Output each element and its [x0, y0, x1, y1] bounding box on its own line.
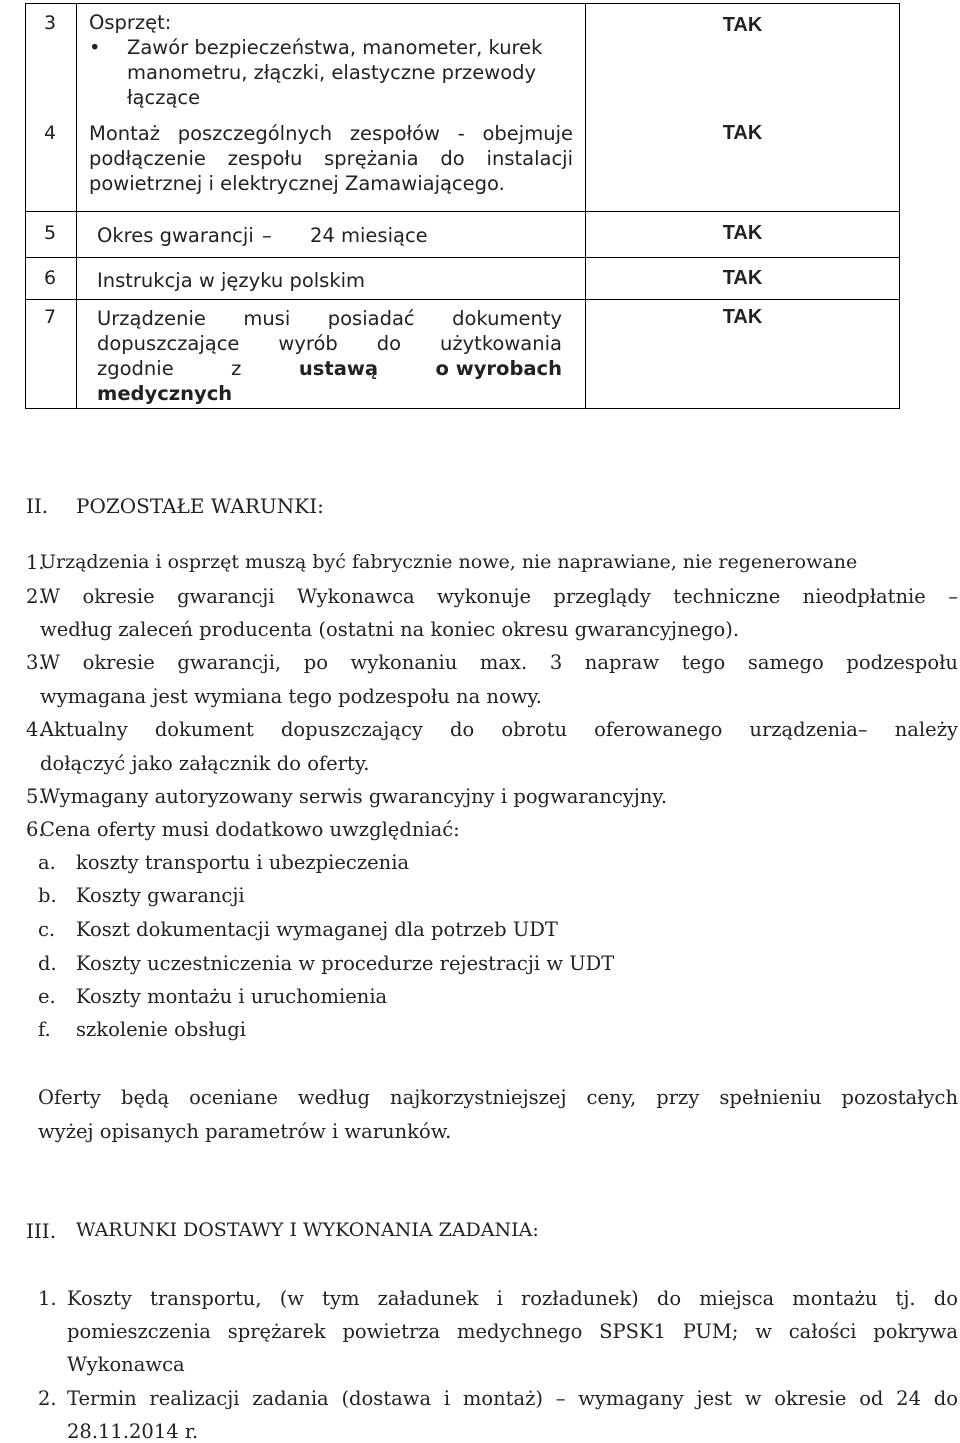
- list-line: Termin realizacji zadania (dostawa i montaż) – wymagany jest w okresie od 24 do: [67, 1387, 958, 1410]
- row-description-cell: [77, 258, 586, 300]
- sublist-letter: f.: [38, 1018, 51, 1041]
- requirements-table: [25, 3, 900, 409]
- sublist-letter: a.: [38, 851, 56, 874]
- bullet-line: manometru, złączki, elastyczne przewody: [127, 61, 537, 84]
- row-line: Montaż poszczególnych zespołów - obejmuje: [89, 122, 573, 145]
- list-line: wymagana jest wymiana tego podzespołu na nowy.: [40, 685, 543, 708]
- sublist-text: Koszt dokumentacji wymaganej dla potrzeb UDT: [76, 918, 558, 941]
- list-line: Wykonawca: [67, 1353, 185, 1376]
- row-line: [97, 331, 562, 356]
- value-tak: TAK: [722, 222, 763, 244]
- list-line: dołączyć jako załącznik do oferty.: [40, 752, 370, 775]
- word: musi: [243, 307, 291, 330]
- row-description-cell: [77, 212, 586, 258]
- word: dopuszczające: [97, 332, 240, 355]
- list-number: 6.: [26, 818, 45, 841]
- row-number: 3: [44, 12, 57, 34]
- list-line: Urządzenia i osprzęt muszą być fabrycznie nowe, nie naprawiane, nie regenerowane: [40, 551, 858, 573]
- word: zgodnie: [97, 357, 174, 380]
- closing-line: Oferty będą oceniane według najkorzystniejszej ceny, przy spełnieniu pozostałych: [38, 1086, 958, 1109]
- row-number-cell: [26, 258, 77, 300]
- list-line: 28.11.2014 r.: [67, 1420, 199, 1443]
- value-tak: TAK: [722, 306, 763, 328]
- word: posiadać: [327, 307, 415, 330]
- sublist-text: Koszty gwarancji: [76, 884, 245, 907]
- list-line: pomieszczenia sprężarek powietrza medychnego SPSK1 PUM; w całości pokrywa: [67, 1320, 958, 1343]
- table-row: [26, 258, 900, 300]
- row-value-cell: [586, 300, 900, 409]
- table-row: [26, 212, 900, 258]
- row-description-cell: [77, 300, 586, 409]
- word: dokumenty: [452, 307, 562, 330]
- section-number: II.: [26, 494, 49, 518]
- list-line: Wymagany autoryzowany serwis gwarancyjny i pogwarancyjny.: [40, 785, 668, 808]
- row-number: 7: [44, 306, 57, 328]
- row-number-cell: [26, 4, 77, 212]
- word-bold: o wyrobach: [435, 357, 562, 380]
- word: do: [376, 332, 402, 355]
- row-line-bold: medycznych: [97, 382, 233, 405]
- bullet-dot: •: [89, 36, 101, 59]
- list-line: według zaleceń producenta (ostatni na koniec okresu gwarancyjnego).: [40, 618, 740, 641]
- list-line: W okresie gwarancji, po wykonaniu max. 3 napraw tego samego podzespołu: [40, 651, 958, 674]
- row-line: powietrznej i elektrycznej Zamawiającego.: [89, 172, 505, 195]
- row-number-cell: [26, 212, 77, 258]
- word: Urządzenie: [97, 307, 206, 330]
- row-title: Osprzęt:: [89, 11, 172, 34]
- row-line: [97, 356, 562, 381]
- list-number: 5.: [26, 785, 45, 808]
- section-title: WARUNKI DOSTAWY I WYKONANIA ZADANIA:: [76, 1219, 539, 1241]
- list-line: Cena oferty musi dodatkowo uwzględniać:: [40, 818, 460, 841]
- list-line: Aktualny dokument dopuszczający do obrotu oferowanego urządzenia– należy: [40, 718, 958, 741]
- list-number: 4.: [26, 718, 45, 741]
- row-line: [97, 306, 562, 331]
- sublist-letter: e.: [38, 985, 56, 1008]
- sublist-letter: d.: [38, 952, 57, 975]
- list-number: 3.: [26, 651, 45, 674]
- section-title: POZOSTAŁE WARUNKI:: [76, 494, 324, 518]
- row-description-cell: [77, 4, 586, 212]
- row-number: 5: [44, 222, 57, 244]
- closing-line: wyżej opisanych parametrów i warunków.: [38, 1120, 452, 1143]
- table-row: [26, 300, 900, 409]
- row-value-cell: [586, 4, 900, 212]
- list-number: 2.: [26, 585, 45, 608]
- value-tak: TAK: [722, 122, 763, 144]
- list-number: 1.: [26, 551, 45, 574]
- row-value-cell: [586, 212, 900, 258]
- table-row: [26, 4, 900, 212]
- section-number: III.: [26, 1219, 57, 1243]
- bullet-line: Zawór bezpieczeństwa, manometer, kurek: [127, 36, 543, 59]
- value-tak: TAK: [722, 14, 763, 36]
- value-tak: TAK: [722, 267, 763, 289]
- word: użytkowania: [440, 332, 562, 355]
- sublist-text: Koszty uczestniczenia w procedurze rejestracji w UDT: [76, 952, 615, 975]
- row-number: 4: [44, 122, 57, 144]
- list-line: W okresie gwarancji Wykonawca wykonuje przeglądy techniczne nieodpłatnie –: [40, 585, 958, 608]
- sublist-text: Koszty montażu i uruchomienia: [76, 985, 388, 1008]
- row-text: Instrukcja w języku polskim: [97, 269, 366, 292]
- list-number: 1.: [38, 1287, 57, 1310]
- sublist-text: koszty transportu i ubezpieczenia: [76, 851, 410, 874]
- word: wyrób: [278, 332, 338, 355]
- row-number-cell: [26, 300, 77, 409]
- sublist-text: szkolenie obsługi: [76, 1018, 246, 1041]
- list-line: Koszty transportu, (w tym załadunek i rozładunek) do miejsca montażu tj. do: [67, 1287, 958, 1310]
- list-number: 2.: [38, 1387, 57, 1410]
- row-dash: –: [262, 224, 272, 247]
- row-number: 6: [44, 267, 57, 289]
- row-value-cell: [586, 258, 900, 300]
- bullet-line: łączące: [127, 86, 201, 109]
- row-text: 24 miesiące: [310, 224, 428, 247]
- sublist-letter: b.: [38, 884, 57, 907]
- row-line: podłączenie zespołu sprężania do instalacji: [89, 147, 573, 170]
- sublist-letter: c.: [38, 918, 56, 941]
- row-text: Okres gwarancji: [97, 224, 254, 247]
- word: z: [231, 357, 242, 380]
- word-bold: ustawą: [298, 357, 379, 380]
